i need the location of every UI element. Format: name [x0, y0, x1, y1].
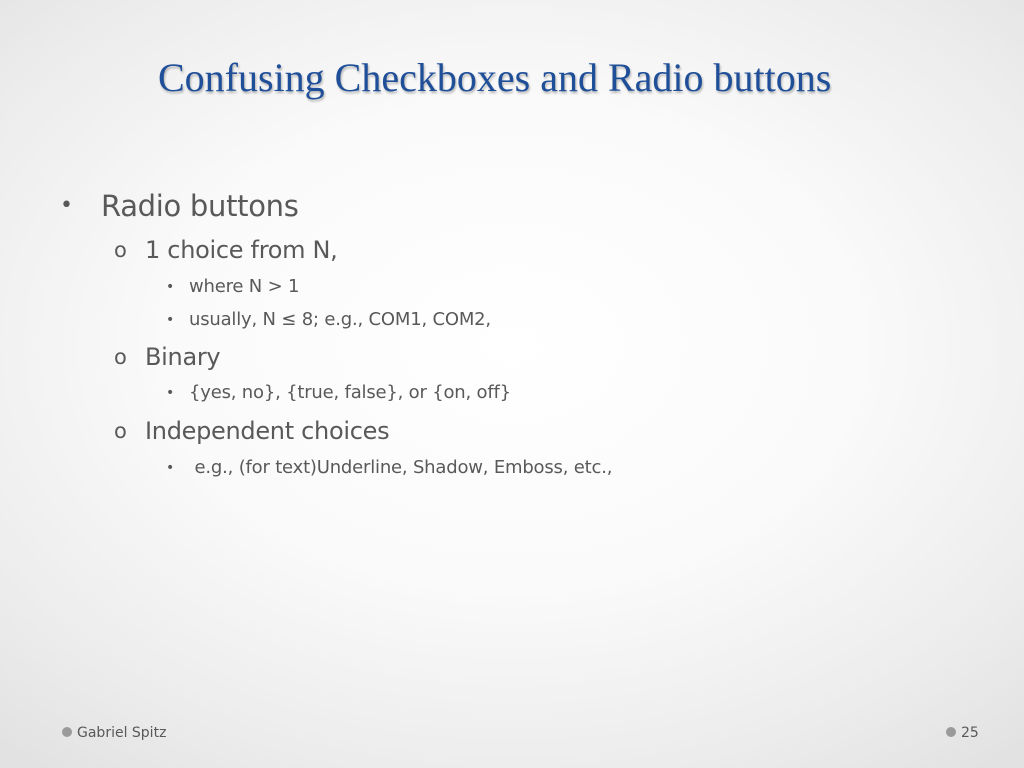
footer-author-text: Gabriel Spitz: [77, 725, 167, 741]
sub-bullet-item: [0, 416, 1024, 446]
page-number-text: 25: [961, 725, 979, 741]
sub-sub-bullet-text: usually, N ≤ 8; e.g., COM1, COM2,: [189, 309, 491, 330]
footer-dot-icon: [946, 727, 956, 737]
footer-author: [62, 724, 166, 742]
sub-sub-bullet-item: [0, 308, 1024, 332]
bullet-marker: •: [166, 460, 175, 476]
circle-marker: o: [114, 419, 127, 443]
sub-bullet-text: Binary: [145, 343, 221, 371]
sub-sub-bullet-text: {yes, no}, {true, false}, or {on, off}: [189, 382, 511, 403]
sub-sub-bullet-item: [0, 381, 1024, 405]
bullet-marker: •: [166, 279, 175, 295]
bullet-text: Radio buttons: [101, 189, 299, 223]
circle-marker: o: [114, 238, 127, 262]
sub-bullet-text: Independent choices: [145, 417, 390, 445]
slide-title: Confusing Checkboxes and Radio buttons: [158, 55, 832, 100]
sub-bullet-item: [0, 342, 1024, 372]
sub-bullet-item: [0, 235, 1024, 265]
sub-sub-bullet-text: e.g., (for text)Underline, Shadow, Emboss, etc.,: [189, 457, 613, 478]
bullet-marker: •: [166, 312, 175, 328]
sub-bullet-text: 1 choice from N,: [145, 236, 338, 264]
sub-sub-bullet-item: [0, 456, 1024, 480]
footer-dot-icon: [62, 727, 72, 737]
sub-sub-bullet-text: where N > 1: [189, 276, 300, 297]
sub-sub-bullet-item: [0, 275, 1024, 299]
bullet-marker: •: [166, 385, 175, 401]
footer-page-number: [946, 724, 979, 742]
bullet-item: [0, 188, 1024, 224]
bullet-marker: •: [60, 193, 73, 218]
circle-marker: o: [114, 345, 127, 369]
